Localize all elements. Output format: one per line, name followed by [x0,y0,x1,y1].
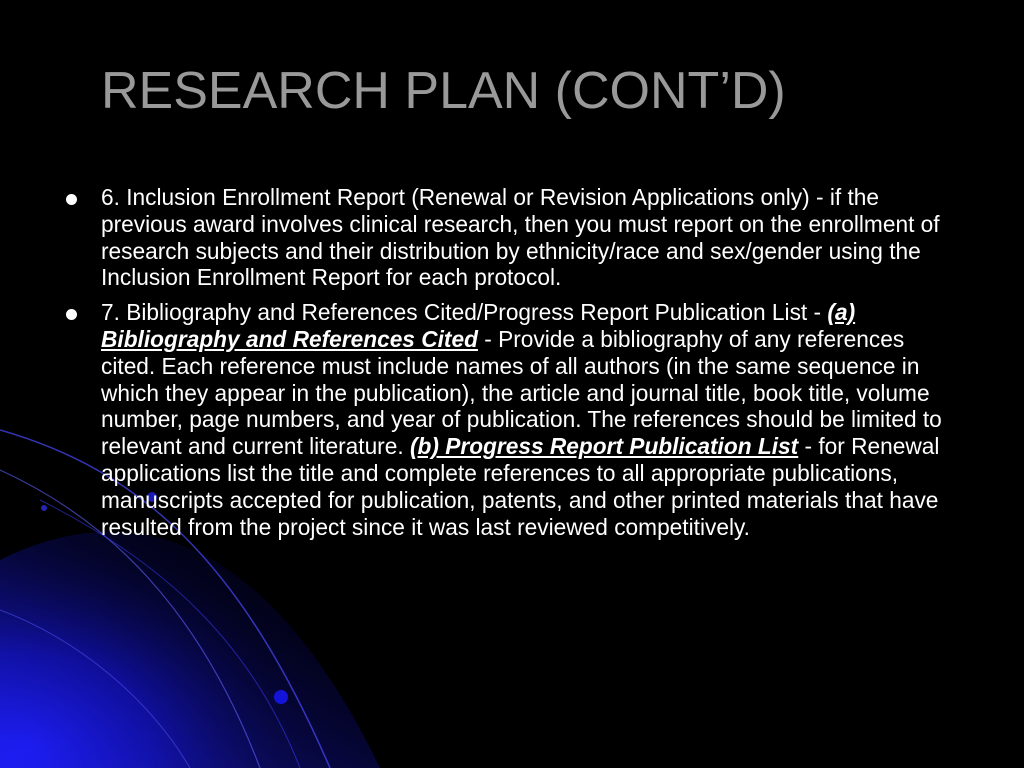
bullet-item-bibliography [101,299,961,540]
bibliography-heading: (a) Bibliography and References Cited [101,299,856,352]
bullet-list [101,184,961,548]
progress-report-heading: (b) Progress Report Publication List [409,433,799,460]
decor-dot-3 [41,505,47,511]
bibliography-text: - Provide a bibliography of any references cited. Each reference must include names of all authors (in the same sequence in which they appear in the publication), the article and journal title, book title, volume number, page numbers, and year of publication. The references should be limited to relevant and current literature. [101,325,942,460]
decor-dot-1 [274,690,288,704]
bullet-dot-icon [66,194,77,205]
bullet-item-inclusion-report [101,184,961,291]
bullet-text: 6. Inclusion Enrollment Report (Renewal or Revision Applications only) - if the previous award involves clinical research, then you must report on the enrollment of research subjects and their distribution by ethnicity/race and sex/gender using the Inclusion Enrollment Report for each protocol. [101,184,940,291]
progress-report-text: - for Renewal applications list the title and complete references to all appropriate publications, manuscripts accepted for publication, patents, and other printed materials that have resulted from the project since it was last reviewed competitively. [101,433,940,540]
bullet-intro-text: 7. Bibliography and References Cited/Progress Report Publication List - [101,299,828,326]
slide-title: RESEARCH PLAN (CONT’D) [101,62,786,120]
